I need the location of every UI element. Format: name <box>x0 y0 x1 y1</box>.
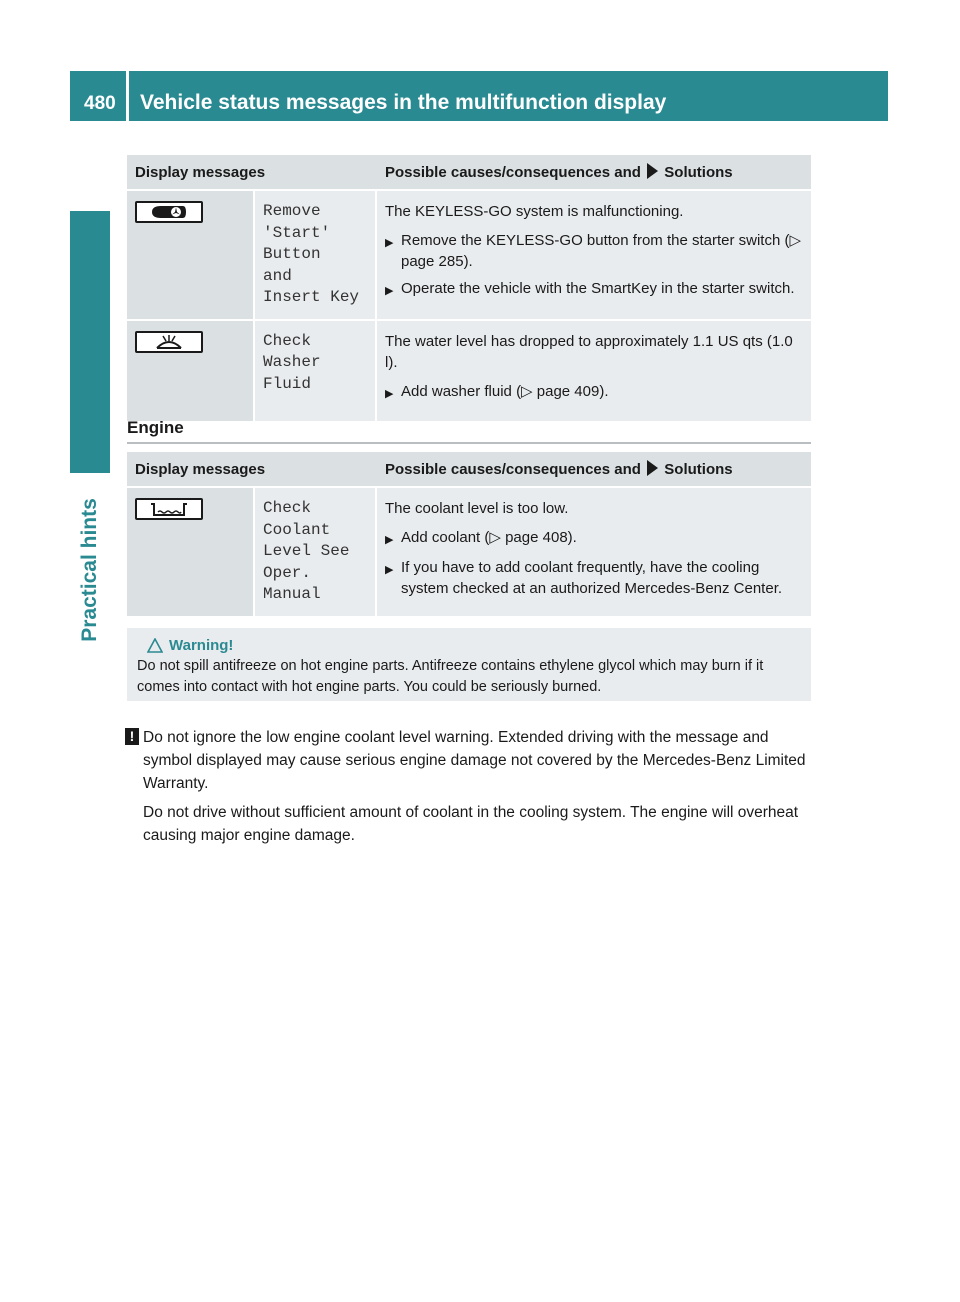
messages-table-2 <box>127 452 811 616</box>
warning-title-row <box>137 635 801 656</box>
side-tab <box>70 480 110 660</box>
warning-triangle-icon <box>147 638 163 653</box>
cause-text: The water level has dropped to approximately 1.1 US qts (1.0 l). <box>385 332 793 371</box>
step-text: If you have to add coolant frequently, have the cooling system checked at an authorized Mercedes-Benz Center. <box>401 559 783 597</box>
exclamation-icon: ! <box>125 728 139 745</box>
col-solutions-label-b: Solutions <box>664 461 733 478</box>
solution-step <box>385 527 803 551</box>
code-line: Level See <box>263 542 350 560</box>
messages-table-1 <box>127 155 811 421</box>
code-line: Washer <box>263 353 321 371</box>
row-icon-cell <box>127 488 253 616</box>
col-display-messages <box>127 452 375 486</box>
col-display-messages <box>127 155 375 189</box>
section-title-engine: Engine <box>127 418 184 437</box>
step-text: Add coolant (▷ page 408). <box>401 529 577 546</box>
solution-step <box>385 230 803 272</box>
header-divider <box>126 71 129 121</box>
page-title: Vehicle status messages in the multifunction display <box>140 91 667 114</box>
table-header-row <box>127 155 811 189</box>
code-line: Check <box>263 331 312 350</box>
warning-box <box>127 628 811 701</box>
coolant-level-icon <box>135 498 203 520</box>
table-row <box>127 488 811 616</box>
code-line: Oper. <box>263 563 312 582</box>
col-display-label: Display messages <box>135 163 266 181</box>
code-line: Fluid <box>263 374 312 393</box>
note-block <box>127 726 817 853</box>
step-text: Remove the KEYLESS-GO button from the starter switch (▷ page 285). <box>401 232 802 270</box>
display-message-code <box>253 488 375 616</box>
code-line: Insert Key <box>263 288 360 306</box>
note-paragraph: Do not drive without sufficient amount of coolant in the cooling system. The engine will overheat causing major engine damage. <box>143 804 799 844</box>
side-tab-label: Practical hints <box>78 498 101 642</box>
code-line: and <box>263 266 292 285</box>
solution-step <box>385 278 803 302</box>
step-arrow-icon: ▶ <box>385 534 394 546</box>
code-line: Manual <box>263 585 321 603</box>
col-solutions-label-b: Solutions <box>664 164 733 181</box>
row-icon-cell <box>127 191 253 319</box>
cause-text: The KEYLESS-GO system is malfunctioning. <box>385 203 684 220</box>
col-solutions-label-a: Possible causes/consequences and <box>385 461 641 478</box>
col-display-label: Display messages <box>135 460 266 478</box>
solution-step <box>385 557 803 599</box>
code-line: Check <box>263 499 312 517</box>
washer-fluid-icon <box>135 331 203 353</box>
col-solutions <box>375 155 811 189</box>
step-arrow-icon: ▶ <box>385 564 394 576</box>
step-arrow-icon: ▶ <box>385 285 394 297</box>
solution-step <box>385 381 803 405</box>
solution-arrow-icon <box>647 460 658 476</box>
display-message-code <box>253 321 375 421</box>
page-number: 480 <box>84 93 116 114</box>
section-rule <box>127 442 811 444</box>
step-text: Add washer fluid (▷ page 409). <box>401 382 609 400</box>
step-arrow-icon: ▶ <box>385 387 394 400</box>
note-paragraph: Do not ignore the low engine coolant level warning. Extended driving with the message and symbol displayed may cause serious engine damage not covered by the Mercedes-Benz Limited Warranty. <box>143 729 806 792</box>
cause-text: The coolant level is too low. <box>385 500 569 517</box>
code-line: Button <box>263 245 321 263</box>
col-solutions <box>375 452 811 486</box>
code-line: Remove <box>263 202 321 220</box>
solution-cell <box>375 321 811 421</box>
table-header-row <box>127 452 811 486</box>
table-row <box>127 191 811 319</box>
code-line: Coolant <box>263 520 331 539</box>
row-icon-cell <box>127 321 253 421</box>
solution-arrow-icon <box>647 163 658 179</box>
solution-cell <box>375 488 811 616</box>
side-tab-block <box>70 211 110 473</box>
table-row <box>127 321 811 421</box>
warning-text: Do not spill antifreeze on hot engine parts. Antifreeze contains ethylene glycol which may burn if it comes into contact with hot engine parts. You could be seriously burned. <box>137 658 764 695</box>
code-line: 'Start' <box>263 223 331 242</box>
col-solutions-label-a: Possible causes/consequences and <box>385 164 641 181</box>
warning-title: Warning! <box>169 637 234 654</box>
solution-cell <box>375 191 811 319</box>
keyless-go-key-icon <box>135 201 203 223</box>
step-arrow-icon: ▶ <box>385 237 394 249</box>
step-text: Operate the vehicle with the SmartKey in the starter switch. <box>401 280 795 297</box>
display-message-code <box>253 191 375 319</box>
